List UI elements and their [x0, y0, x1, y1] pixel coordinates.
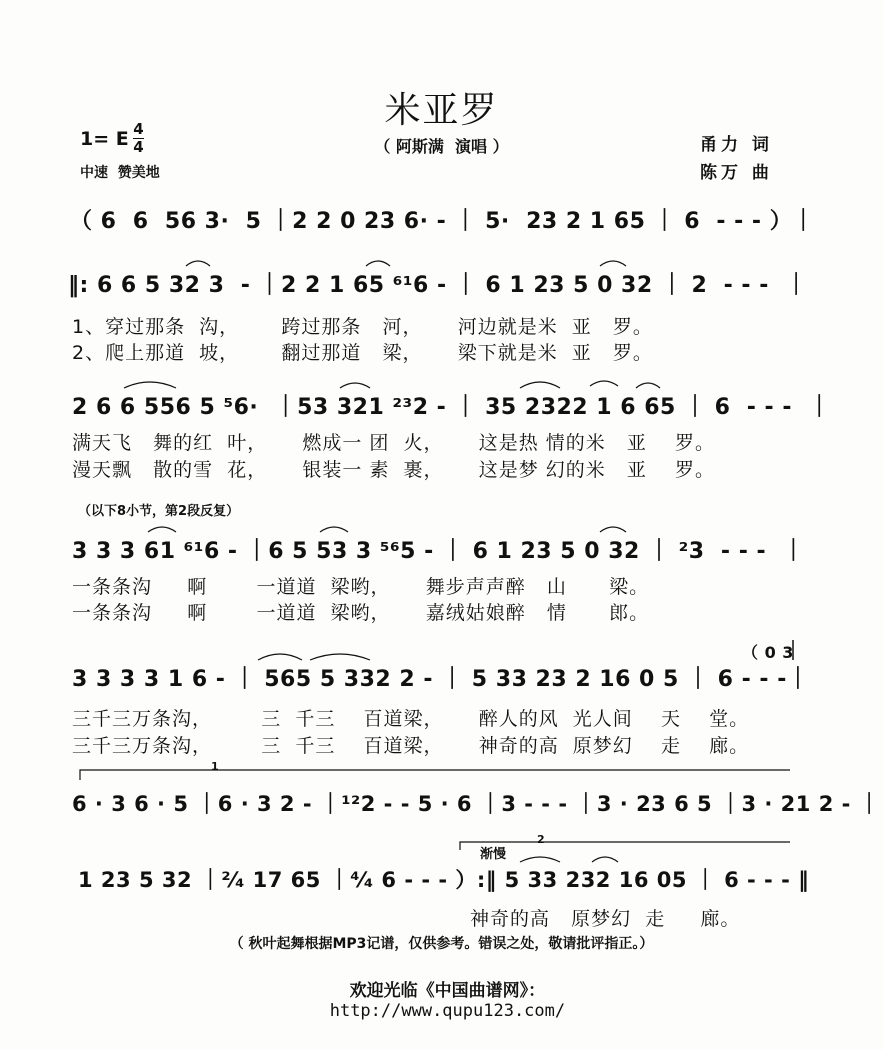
slur-arc — [320, 527, 348, 532]
lyric-line-5-verse-2: 三千三万条沟， 三 千三 百道梁， 神奇的高 原梦幻 走 廊。 — [72, 735, 750, 757]
score-line-6: 6 · 3 6 · 5 ｜6 · 3 2 - ｜¹²2 - - 5 · 6 ｜3 - - - ｜3 · 23 6 5 ｜3 · 21 2 - ｜ — [72, 792, 881, 816]
score-line-2: ‖: 6 6 5 32 3 - ｜2 2 1 65 ⁶¹6 - ｜ 6 1 23 5 0 32 ｜ 2 - - - ｜ — [68, 273, 808, 298]
slur-arc — [148, 527, 176, 532]
lyric-line-4-verse-2: 一条条沟 啊 一道道 梁哟， 嘉绒姑娘醉 情 郎。 — [72, 602, 650, 624]
site-welcome: 欢迎光临《中国曲谱网》： — [349, 981, 546, 1001]
lyric-line-2-verse-1: 1、穿过那条 沟， 跨过那条 河， 河边就是米 亚 罗。 — [72, 316, 653, 338]
transcription-note: （ 秋叶起舞根据MP3记谱，仅供参考。错误之处，敬请批评指正。） — [229, 936, 654, 952]
volta-1-label: 1 — [211, 760, 219, 773]
site-url[interactable]: http://www.qupu123.com/ — [329, 1001, 566, 1021]
page-title: 米亚罗 — [384, 90, 499, 131]
score-line-3: 2 6 6 556 5 ⁵6· ｜53 321 ²³2 - ｜ 35 2322 1 6 65 ｜ 6 - - - ｜ — [72, 395, 831, 420]
slur-arc — [636, 383, 660, 388]
lyric-line-5-verse-1: 三千三万条沟， 三 千三 百道梁， 醉人的风 光人间 天 堂。 — [72, 708, 750, 730]
score-line-4: 3 3 3 61 ⁶¹6 - ｜6 5 53 3 ⁵⁶5 - ｜ 6 1 23 5 0 32 ｜ ²3 - - - ｜ — [72, 539, 805, 564]
slur-arc — [590, 381, 618, 386]
tempo-marking: 中速 赞美地 — [80, 165, 160, 181]
volta-1-bracket — [80, 770, 790, 780]
slur-arc — [340, 383, 370, 388]
volta-2-label: 2 — [537, 833, 545, 846]
slur-arc — [186, 261, 210, 266]
composer-credit: 陈万 曲 — [700, 163, 773, 183]
singer-credit: （ 阿斯满 演唱 ） — [374, 137, 509, 156]
score-line-5: 3 3 3 3 1 6 - ｜ 565 5 332 2 - ｜ 5 33 23 2 16 0 5 ｜ 6 - - -｜ — [72, 667, 810, 692]
slur-arc — [310, 654, 370, 660]
slur-arc — [592, 857, 618, 862]
time-signature-bottom: 4 — [133, 138, 144, 156]
ritardando-marking: 渐慢 — [480, 847, 507, 862]
time-signature-top: 4 — [133, 120, 144, 138]
slur-arc — [600, 527, 626, 532]
slur-arc — [520, 857, 560, 862]
volta-2-bracket — [460, 842, 790, 850]
slur-arc — [600, 261, 626, 266]
repeat-instruction: （以下8小节，第2段反复） — [78, 504, 240, 519]
lyric-line-3-verse-1: 满天飞 舞的红 叶， 燃成一 团 火， 这是热 情的米 亚 罗。 — [72, 432, 716, 454]
slur-arc — [366, 261, 390, 266]
lyric-line-2-verse-2: 2、爬上那道 坡， 翻过那道 梁， 梁下就是米 亚 罗。 — [72, 342, 653, 364]
slur-arc — [124, 382, 176, 388]
lyric-line-7: 神奇的高 原梦幻 走 廊。 — [470, 908, 741, 930]
score-line-1: （ 6 6 56 3· 5 ｜2 2 0 23 6· - ｜ 5· 23 2 1 65 ｜ 6 - - - ）｜ — [70, 209, 815, 234]
slur-arc — [520, 382, 560, 388]
pickup-notes: （ 0 3 — [742, 643, 794, 662]
lyric-line-3-verse-2: 漫天飘 散的雪 花， 银装一 素 裹， 这是梦 幻的米 亚 罗。 — [72, 459, 716, 481]
lyricist-credit: 甬力 词 — [700, 135, 773, 155]
slur-arc — [258, 654, 302, 660]
key-signature: 1= E — [80, 128, 129, 150]
lyric-line-4-verse-1: 一条条沟 啊 一道道 梁哟， 舞步声声醉 山 梁。 — [72, 576, 650, 598]
score-line-7: 1 23 5 32 ｜²⁄₄ 17 65 ｜⁴⁄₄ 6 - - - ）:‖ 5 33 232 16 05 ｜ 6 - - - ‖ — [78, 868, 810, 892]
